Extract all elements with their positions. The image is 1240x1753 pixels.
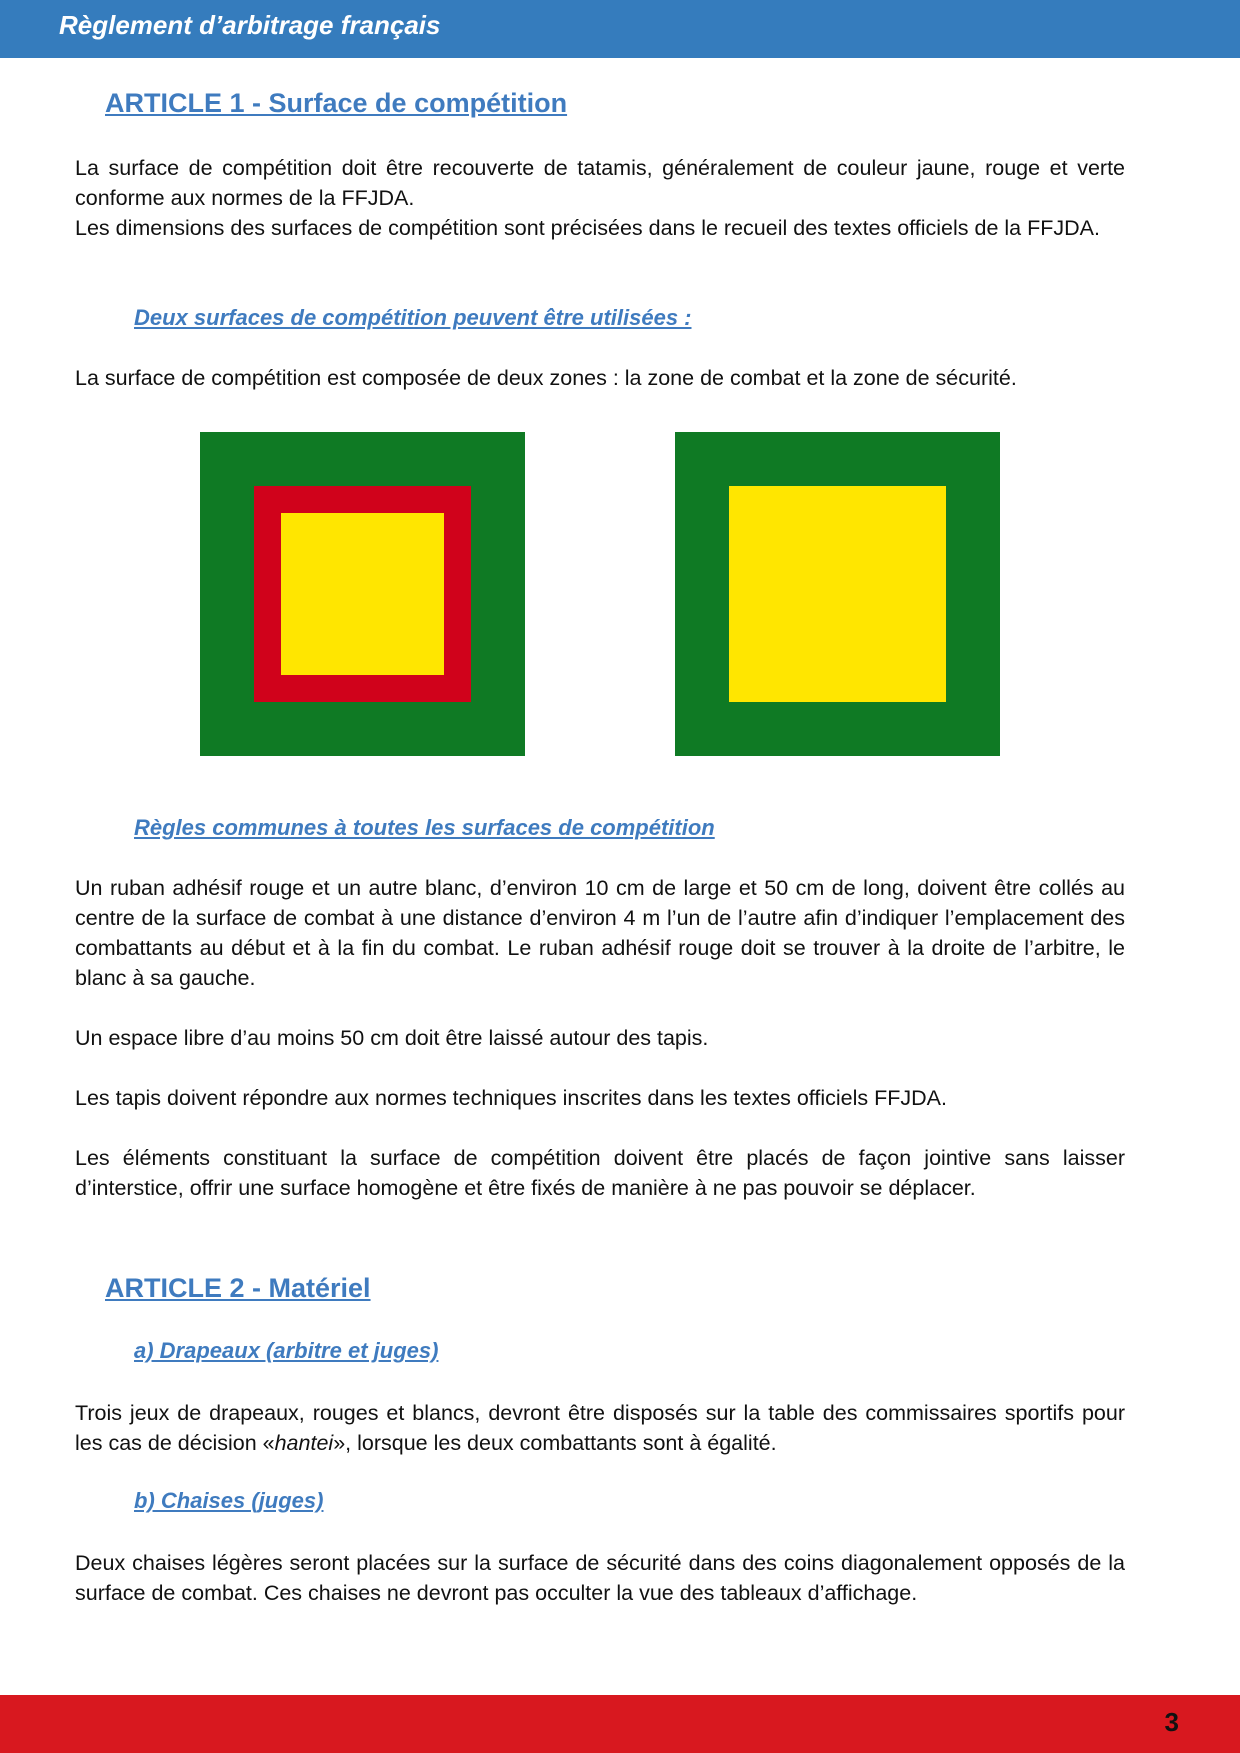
page-number: 3 bbox=[1164, 1707, 1179, 1737]
surface-diagram-three-zones bbox=[200, 432, 525, 756]
article-1-dimensions: Les dimensions des surfaces de compétition sont précisées dans le recueil des textes officiels de la FFJDA. bbox=[75, 216, 1100, 240]
article-1-zones: La surface de compétition est composée de deux zones : la zone de combat et la zone de sécurité. bbox=[75, 366, 1017, 390]
article-1-espace: Un espace libre d’au moins 50 cm doit être laissé autour des tapis. bbox=[75, 1026, 709, 1050]
drapeaux-term: hantei bbox=[274, 1431, 334, 1455]
header-title: Règlement d’arbitrage français bbox=[59, 10, 441, 40]
drapeaux-text-after: », lorsque les deux combattants sont à égalité. bbox=[333, 1431, 777, 1455]
page-footer bbox=[0, 1695, 1240, 1753]
page-header bbox=[0, 0, 1240, 58]
drapeaux-text-before: Trois jeux de drapeaux, rouges et blancs, devront être disposés sur la table des commissaires sportifs pour les cas de décision « bbox=[75, 1401, 1125, 1455]
article-1-elements: Les éléments constituant la surface de compétition doivent être placés de façon jointive sans laisser d’interstice, offrir une surface homogène et être fixés de manière à ne pas pouvoir se déplacer. bbox=[75, 1146, 1125, 1200]
subheading-drapeaux: a) Drapeaux (arbitre et juges) bbox=[134, 1338, 439, 1363]
combat-zone-yellow bbox=[729, 486, 946, 702]
article-1-intro: La surface de compétition doit être recouverte de tatamis, généralement de couleur jaune, rouge et verte conforme aux normes de la FFJDA. bbox=[75, 156, 1125, 210]
subheading-two-surfaces: Deux surfaces de compétition peuvent être utilisées : bbox=[134, 305, 692, 330]
article-2-chaises-text: Deux chaises légères seront placées sur la surface de sécurité dans des coins diagonalement opposés de la surface de combat. Ces chaises ne devront pas occulter la vue des tableaux d’affichage. bbox=[75, 1551, 1125, 1605]
article-2-title: ARTICLE 2 - Matériel bbox=[105, 1273, 371, 1303]
article-1-title: ARTICLE 1 - Surface de compétition bbox=[105, 88, 568, 118]
subheading-chaises: b) Chaises (juges) bbox=[134, 1488, 324, 1513]
article-2-drapeaux-text bbox=[75, 1398, 1125, 1458]
surface-diagram-two-zones bbox=[675, 432, 1000, 756]
article-1-tapis: Les tapis doivent répondre aux normes techniques inscrites dans les textes officiels FFJDA. bbox=[75, 1086, 947, 1110]
combat-zone-yellow bbox=[281, 513, 444, 675]
article-1-ruban: Un ruban adhésif rouge et un autre blanc, d’environ 10 cm de large et 50 cm de long, doivent être collés au centre de la surface de combat à une distance d’environ 4 m l’un de l’autre afin d’indiquer l’emplacement des combattants au début et à la fin du combat. Le ruban adhésif rouge doit se trouver à la droite de l’arbitre, le blanc à sa gauche. bbox=[75, 876, 1125, 990]
subheading-common-rules: Règles communes à toutes les surfaces de compétition bbox=[134, 815, 715, 840]
